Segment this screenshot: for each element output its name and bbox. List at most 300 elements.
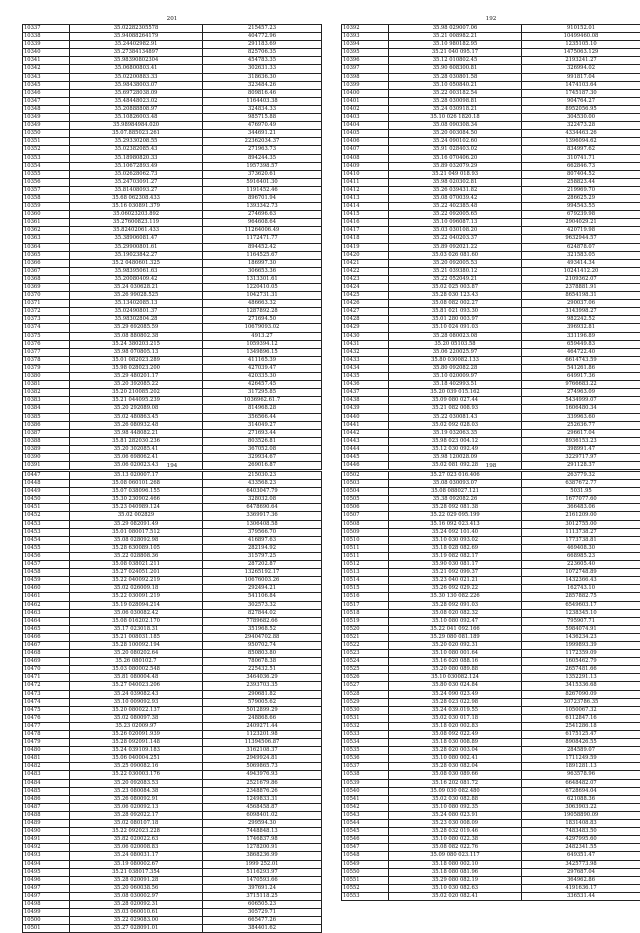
value-cell: 1059394.12 (203, 340, 322, 348)
page-bottom-left (22, 462, 322, 933)
coordinate-cell: 35.98 448082.21 (70, 429, 203, 437)
coordinate-cell: 35.69728038.09 (70, 89, 203, 97)
table-row (342, 413, 640, 421)
record-id-cell: 10407 (342, 146, 389, 154)
record-id-cell: 10482 (23, 763, 70, 771)
record-id-cell: 10451 (23, 504, 70, 512)
record-id-cell: 10458 (23, 569, 70, 577)
table-row (23, 795, 322, 803)
record-id-cell: 10393 (342, 33, 389, 41)
record-id-cell: 10426 (342, 300, 389, 308)
table-row (342, 65, 640, 73)
value-cell: 1831408.83 (522, 820, 640, 828)
value-cell: 4568458.87 (203, 803, 322, 811)
table-row (23, 89, 322, 97)
table-row (23, 625, 322, 633)
table-row (342, 324, 640, 332)
value-cell: 982242.52 (522, 316, 640, 324)
value-cell: 306653.36 (203, 267, 322, 275)
coordinate-cell: 35.82 020022.63 (70, 836, 203, 844)
value-cell: 894452.42 (203, 243, 322, 251)
value-cell: 7789682.66 (203, 617, 322, 625)
record-id-cell: 10397 (342, 65, 389, 73)
table-row (342, 267, 640, 275)
table-row (342, 405, 640, 413)
table-row (23, 97, 322, 105)
value-cell: 225432.51 (203, 666, 322, 674)
table-row (342, 714, 640, 722)
value-cell: 321583.05 (522, 251, 640, 259)
table-row (23, 892, 322, 900)
coordinate-cell: 35.02 026009.18 (70, 585, 203, 593)
table-row (23, 348, 322, 356)
coordinate-cell: 35.91 028403.02 (389, 146, 522, 154)
value-cell: 3143998.27 (522, 308, 640, 316)
value-cell: 476970.49 (203, 122, 322, 130)
table-row (23, 925, 322, 933)
table-row (23, 445, 322, 453)
table-row (342, 364, 640, 372)
record-id-cell: 10399 (342, 81, 389, 89)
value-cell: 282194.92 (203, 544, 322, 552)
value-cell: 6648482.07 (522, 779, 640, 787)
record-id-cell: 10432 (342, 348, 389, 356)
coordinate-cell: 35.18980820.33 (70, 154, 203, 162)
value-cell: 420719.98 (522, 227, 640, 235)
table-row (23, 868, 322, 876)
record-id-cell: 10497 (23, 892, 70, 900)
value-cell: 6387672.77 (522, 480, 640, 488)
table-row (342, 706, 640, 714)
table-row (23, 852, 322, 860)
table-row (342, 731, 640, 739)
table-row (342, 429, 640, 437)
coordinate-cell: 35.02282305578 (70, 25, 203, 33)
value-cell: 624878.07 (522, 243, 640, 251)
record-id-cell: 10461 (23, 593, 70, 601)
table-row (23, 488, 322, 496)
value-cell: 290037.06 (522, 300, 640, 308)
record-id-cell: 10509 (342, 528, 389, 536)
coordinate-cell: 35.19 080002.67 (70, 860, 203, 868)
value-cell: 541106.84 (203, 593, 322, 601)
record-id-cell: 10495 (23, 868, 70, 876)
table-row (342, 340, 640, 348)
value-cell: 29404702.88 (203, 633, 322, 641)
coordinate-cell: 35.08 038021.211 (70, 561, 203, 569)
table-row (342, 130, 640, 138)
value-cell: 10676003.26 (203, 577, 322, 585)
coordinate-cell: 35.20 302085.41 (70, 445, 203, 453)
value-cell: 3415336.68 (522, 682, 640, 690)
value-cell: 1313301.61 (203, 275, 322, 283)
record-id-cell: 10471 (23, 674, 70, 682)
value-cell: 4913.27 (203, 332, 322, 340)
record-id-cell: 10367 (23, 267, 70, 275)
table-row (23, 884, 322, 892)
value-cell: 621088.36 (522, 795, 640, 803)
value-cell: 292494.21 (203, 585, 322, 593)
table-row (23, 122, 322, 130)
value-cell: 464722.40 (522, 348, 640, 356)
coordinate-cell: 35.29900801.61 (70, 243, 203, 251)
coordinate-cell: 35.02628062.73 (70, 170, 203, 178)
record-id-cell: 10473 (23, 690, 70, 698)
coordinate-cell: 35.21 082 008.93 (389, 405, 522, 413)
coordinate-cell: 35.18 030 008.89 (389, 739, 522, 747)
table-row (23, 397, 322, 405)
value-cell: 3012755.00 (522, 520, 640, 528)
value-cell: 302631.33 (203, 65, 322, 73)
coordinate-cell: 35.28 020 003.04 (389, 747, 522, 755)
value-cell: 825706.35 (203, 49, 322, 57)
table-row (342, 650, 640, 658)
value-cell: 398991.47 (522, 445, 640, 453)
record-id-cell: 10435 (342, 373, 389, 381)
table-row (342, 41, 640, 49)
table-row (23, 747, 322, 755)
value-cell: 329934.67 (203, 453, 322, 461)
value-cell: 8908426.55 (522, 739, 640, 747)
value-cell: 3715118.25 (203, 892, 322, 900)
record-id-cell: 10454 (23, 536, 70, 544)
value-cell: 291128.37 (522, 462, 640, 470)
value-cell: 5434999.07 (522, 397, 640, 405)
record-id-cell: 10543 (342, 811, 389, 819)
record-id-cell: 10496 (23, 876, 70, 884)
value-cell: 6098401.02 (203, 811, 322, 819)
value-cell: 287202.87 (203, 561, 322, 569)
value-cell: 269016.87 (203, 462, 322, 470)
value-cell: 2657481.66 (522, 666, 640, 674)
value-cell: 5984074.91 (522, 625, 640, 633)
coordinate-cell: 35.90 030 081.17 (389, 561, 522, 569)
value-cell: 427039.47 (203, 364, 322, 372)
value-cell: 606505.23 (203, 900, 322, 908)
table-row (342, 520, 640, 528)
record-id-cell: 10340 (23, 49, 70, 57)
coordinate-cell: 35.98438003.07 (70, 81, 203, 89)
table-row (342, 292, 640, 300)
record-id-cell: 10398 (342, 73, 389, 81)
coordinate-cell: 35.24 090102.60 (389, 138, 522, 146)
record-id-cell: 10515 (342, 585, 389, 593)
record-id-cell: 10416 (342, 219, 389, 227)
value-cell: 9766683.22 (522, 381, 640, 389)
coordinate-cell: 35.24703091.27 (70, 178, 203, 186)
value-cell: 1113738.27 (522, 528, 640, 536)
value-cell: 541261.86 (522, 364, 640, 372)
table-row (23, 771, 322, 779)
value-cell: 910152.01 (522, 25, 640, 33)
value-cell: 299594.30 (203, 820, 322, 828)
table-row (23, 194, 322, 202)
table-row (23, 706, 322, 714)
coordinate-cell: 35.24 080031.17 (70, 852, 203, 860)
coordinate-cell: 35.27 024051.201 (70, 569, 203, 577)
table-row (342, 219, 640, 227)
record-id-cell: 10531 (342, 714, 389, 722)
coordinate-cell: 35.22 003182.54 (389, 89, 522, 97)
coordinate-cell: 35.26 080092.91 (70, 795, 203, 803)
table-row (342, 170, 640, 178)
record-id-cell: 10441 (342, 421, 389, 429)
value-cell: 1220410.05 (203, 284, 322, 292)
value-cell: 7483483.50 (522, 828, 640, 836)
record-id-cell: 10475 (23, 706, 70, 714)
record-id-cell: 10446 (342, 462, 389, 470)
table-row (342, 884, 640, 892)
value-cell: 8654198.31 (522, 292, 640, 300)
table-row (342, 892, 640, 900)
coordinate-cell: 35.01 280 003.97 (389, 316, 522, 324)
coordinate-cell: 35.23 030 008.09 (389, 820, 522, 828)
table-row (342, 453, 640, 461)
table-row (23, 844, 322, 852)
table-row (342, 552, 640, 560)
record-id-cell: 10425 (342, 292, 389, 300)
coordinate-cell: 35.08 020 082.32 (389, 609, 522, 617)
table-row (342, 122, 640, 130)
coordinate-cell: 35.98390802304 (70, 57, 203, 65)
table-row (23, 356, 322, 364)
coordinate-cell: 35.10 080 022.38 (389, 836, 522, 844)
record-id-cell: 10457 (23, 561, 70, 569)
coordinate-cell: 35.19023842.27 (70, 251, 203, 259)
table-row (342, 154, 640, 162)
table-row (23, 25, 322, 33)
table-row (23, 373, 322, 381)
record-id-cell: 10550 (342, 868, 389, 876)
value-cell: 9632944.57 (522, 235, 640, 243)
value-cell: 2378881.91 (522, 284, 640, 292)
coordinate-cell: 35.19 032063.35 (389, 429, 522, 437)
coordinate-cell: 35.01 082023.289 (70, 356, 203, 364)
record-id-cell: 10342 (23, 65, 70, 73)
table-row (23, 544, 322, 552)
record-id-cell: 10358 (23, 194, 70, 202)
table-row (342, 105, 640, 113)
coordinate-cell: 35.81 282030.236 (70, 437, 203, 445)
coordinate-cell: 35.98395061.63 (70, 267, 203, 275)
coordinate-cell: 35.20 080022.137 (70, 706, 203, 714)
value-cell: 950702.74 (203, 641, 322, 649)
table-row (23, 593, 322, 601)
value-cell: 1238345.10 (522, 609, 640, 617)
value-cell: 1999 252.01 (203, 860, 322, 868)
coordinate-cell: 35.18 080 081.96 (389, 868, 522, 876)
coordinate-cell: 35.22 030003.176 (70, 771, 203, 779)
coordinate-cell: 35.22 029083.00 (70, 917, 203, 925)
coordinate-cell: 35.07 038096.155 (70, 488, 203, 496)
table-row (23, 536, 322, 544)
value-cell: 11264006.49 (203, 227, 322, 235)
record-id-cell: 10533 (342, 731, 389, 739)
table-row (342, 722, 640, 730)
value-cell: 1123201.98 (203, 731, 322, 739)
value-cell: 404772.96 (203, 33, 322, 41)
value-cell: 314049.27 (203, 421, 322, 429)
table-row (342, 227, 640, 235)
table-row (23, 364, 322, 372)
table-row (23, 340, 322, 348)
record-id-cell: 10513 (342, 569, 389, 577)
record-id-cell: 10497 (23, 884, 70, 892)
record-id-cell: 10364 (23, 243, 70, 251)
coordinate-cell: 35.10 030082.124 (389, 674, 522, 682)
coordinate-cell: 35.23 040989.124 (70, 504, 203, 512)
record-id-cell: 10444 (342, 445, 389, 453)
value-cell: 6403047.79 (203, 488, 322, 496)
value-cell: 2904029.21 (522, 219, 640, 227)
record-id-cell: 10369 (23, 284, 70, 292)
coordinate-cell: 35.08 030093.07 (389, 480, 522, 488)
coordinate-cell: 35.29330208.55 (70, 138, 203, 146)
value-cell: 827844.02 (203, 609, 322, 617)
coordinate-cell: 35.10672893.49 (70, 162, 203, 170)
value-cell: 2348876.26 (203, 787, 322, 795)
coordinate-cell: 35.98 023 004.12 (389, 437, 522, 445)
value-cell: 379566.70 (203, 528, 322, 536)
record-id-cell: 10401 (342, 97, 389, 105)
record-id-cell: 10502 (342, 472, 389, 480)
coordinate-cell: 35.16 070406.20 (389, 154, 522, 162)
value-cell: 2857882.75 (522, 593, 640, 601)
coordinate-cell: 35.98 029007.06 (389, 25, 522, 33)
table-row (342, 811, 640, 819)
table-row (342, 480, 640, 488)
record-id-cell: 10537 (342, 763, 389, 771)
coordinate-cell: 35.28 030 082.04 (389, 763, 522, 771)
coordinate-cell: 35.08 028092.98 (70, 536, 203, 544)
record-id-cell: 10370 (23, 292, 70, 300)
table-row (342, 114, 640, 122)
record-id-cell: 10385 (23, 413, 70, 421)
value-cell: 7448848.13 (203, 828, 322, 836)
table-row (23, 41, 322, 49)
table-row (23, 267, 322, 275)
table-row (342, 445, 640, 453)
value-cell: 367052.08 (203, 445, 322, 453)
value-cell: 964608.64 (203, 219, 322, 227)
coordinate-cell: 35.28 080023.08 (389, 332, 522, 340)
value-cell: 649351.47 (522, 852, 640, 860)
coordinate-cell: 35.03 080002.548 (70, 666, 203, 674)
coordinate-cell: 35.10 080 092.35 (389, 803, 522, 811)
value-cell: 1287892.28 (203, 308, 322, 316)
record-id-cell: 10429 (342, 324, 389, 332)
value-cell: 1745187.30 (522, 89, 640, 97)
table-row (342, 690, 640, 698)
table-row (342, 658, 640, 666)
coordinate-cell: 35.12 030 092.49 (389, 445, 522, 453)
table-row (342, 332, 640, 340)
coordinate-cell: 35.10 080 001.64 (389, 650, 522, 658)
record-id-cell: 10413 (342, 194, 389, 202)
table-row (23, 577, 322, 585)
coordinate-cell: 35.02 002829 (70, 512, 203, 520)
table-row (23, 146, 322, 154)
record-id-cell: 10371 (23, 300, 70, 308)
value-cell: 3425773.98 (522, 860, 640, 868)
record-id-cell: 10452 (23, 512, 70, 520)
record-id-cell: 10381 (23, 381, 70, 389)
record-id-cell: 10345 (23, 81, 70, 89)
coordinate-cell: 35.24 039109.183 (70, 747, 203, 755)
table-row (342, 569, 640, 577)
coordinate-cell: 35.98 120028.09 (389, 453, 522, 461)
record-id-cell: 10379 (23, 364, 70, 372)
value-cell: 10679093.02 (203, 324, 322, 332)
coordinate-cell: 35.21 039380.12 (389, 267, 522, 275)
page-top-right (341, 15, 640, 470)
table-row (342, 617, 640, 625)
value-cell: 263779.32 (522, 472, 640, 480)
coordinate-cell: 35.81 021 093.30 (389, 308, 522, 316)
table-row (342, 33, 640, 41)
table-row (23, 292, 322, 300)
table-row (342, 138, 640, 146)
coordinate-cell: 35.23 02009.97 (70, 722, 203, 730)
coordinate-cell: 35.26 020091.939 (70, 731, 203, 739)
value-cell: 271963.73 (203, 146, 322, 154)
record-id-cell: 10428 (342, 316, 389, 324)
table-row (342, 203, 640, 211)
coordinate-cell: 35.08 092 022.49 (389, 731, 522, 739)
record-id-cell: 10453 (23, 520, 70, 528)
table-row (342, 666, 640, 674)
coordinate-cell: 35.02382085.43 (70, 146, 203, 154)
record-id-cell: 10504 (342, 488, 389, 496)
coordinate-cell: 35.94088264179 (70, 33, 203, 41)
coordinate-cell: 35.19 082 082.17 (389, 552, 522, 560)
coordinate-cell: 35.98 020302.81 (389, 178, 522, 186)
record-id-cell: 10551 (342, 876, 389, 884)
table-row (342, 97, 640, 105)
value-cell: 807404.52 (522, 170, 640, 178)
record-id-cell: 10376 (23, 340, 70, 348)
record-id-cell: 10445 (342, 453, 389, 461)
coordinate-cell: 35.90 608300.81 (389, 65, 522, 73)
record-id-cell: 10427 (342, 308, 389, 316)
record-id-cell: 10420 (342, 251, 389, 259)
record-id-cell: 10366 (23, 259, 70, 267)
record-id-cell: 10350 (23, 130, 70, 138)
coordinate-cell: 35.20 020 092.31 (389, 641, 522, 649)
coordinate-cell: 35.22 029 095.199 (389, 512, 522, 520)
table-row (342, 625, 640, 633)
value-cell: 322473.28 (522, 122, 640, 130)
coordinate-cell: 35.08 030 089.66 (389, 771, 522, 779)
record-id-cell: 10431 (342, 340, 389, 348)
value-cell: 22362034.37 (203, 138, 322, 146)
coordinate-cell: 35.29 080 081.189 (389, 633, 522, 641)
record-id-cell: 10453 (23, 528, 70, 536)
coordinate-cell: 35.2 0480601.325 (70, 259, 203, 267)
table-row (342, 544, 640, 552)
record-id-cell: 10402 (342, 105, 389, 113)
record-id-cell: 10523 (342, 650, 389, 658)
value-cell: 339963.60 (522, 413, 640, 421)
value-cell: 1605462.79 (522, 658, 640, 666)
table-row (23, 235, 322, 243)
coordinate-cell: 35.26 080102.7 (70, 658, 203, 666)
value-cell: 809816.46 (203, 89, 322, 97)
record-id-cell: 10372 (23, 308, 70, 316)
record-id-cell: 10410 (342, 170, 389, 178)
coordinate-cell: 35.48448023.02 (70, 97, 203, 105)
coordinate-cell: 35.10 026 1820.18 (389, 114, 522, 122)
